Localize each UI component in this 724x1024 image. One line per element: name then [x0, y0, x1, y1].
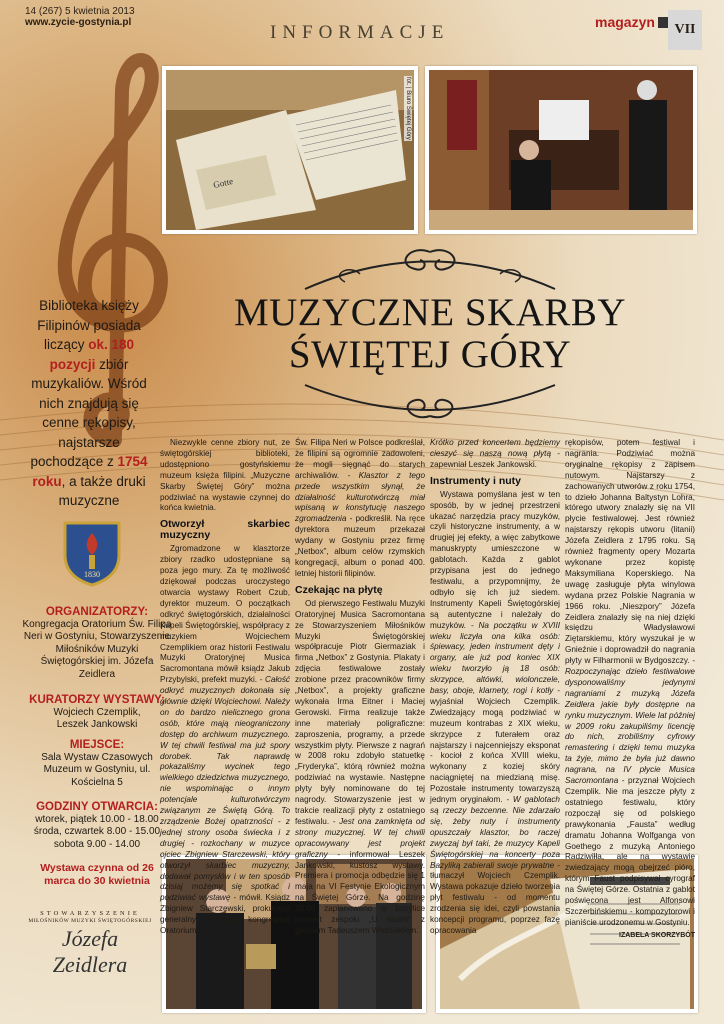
quote-text: Krótko przed koncertem będziemy cieszyć się naszą nową płytą — [430, 438, 560, 458]
hours-heading: GODZINY OTWARCIA: — [36, 801, 158, 813]
intro-text-2: zbiór muzykaliów. Wśród nich znajdują się cenne rękopisy, najstarsze pochodzące z — [30, 356, 147, 469]
paragraph-text: - tłumaczył Wojciech Czemplik. Wystawa pokazuje dzieło tworzenia płyt festiwalu - od momentu zrodzenia się idei, czyli powstania koncepcji programu, poprzez fazę opracowania — [430, 860, 560, 935]
paragraph-text: - zapewniał Leszek Jankowski. — [430, 448, 560, 469]
paragraph — [295, 438, 425, 580]
paragraph-text: - mówił. Ksiądz Zbigniew Starczewski, prokurator generalny federacji kongregacji Oratorium — [160, 893, 291, 936]
bottom-ornament-icon — [300, 380, 560, 424]
quote-text: - Rozpoczynając dzieło festiwalowe dysponowaliśmy jedynymi nagraniami z muzyką Józefa Zeidlera jakie były dostępne na rynku muzycznym. Wiele lat później w 2009 roku zakupiliśmy licencję do nich, zrobiliśmy cyfrowy remastering i dzięki temu muzyka ta żyje, mimo że była już dawno nagrana, na IV płycie Musica Sacromontana — [565, 656, 695, 786]
exhibition-dates: Wystawa czynna od 26 marca do 30 kwietnia — [40, 862, 154, 887]
intro-text-1: Biblioteka księży Filipinów posiada liczący — [37, 298, 141, 352]
paragraph — [430, 438, 560, 471]
sidebar-intro — [30, 296, 148, 511]
paragraph: Niezwykle cenne zbiory nut, ze świętogórskiej biblioteki, udostępniono gostyńskiemu muzeum księża filipini. „Muzyczne Skarby Świętej Góry” można podziwiać na wystawie czynnej do końca kwietnia. — [160, 438, 290, 513]
association-logo — [25, 910, 155, 978]
manuscripts-image — [166, 70, 414, 230]
intro-highlight-count: ok. 180 pozycji — [49, 337, 135, 372]
top-ornament-icon — [300, 244, 560, 294]
author-byline: IZABELA SKORZYBÓT — [619, 931, 695, 939]
info-place — [22, 739, 172, 789]
info-curators — [22, 694, 172, 732]
paragraph-text: Wystawa pomyślana jest w ten sposób, by w jednej przestrzeni ukazać narzędzia pracy muzyków, czyli historyczne instrumenty, a w drugiej jej efekty, a więc zabytkowe manuskrypty umieszczone w gablotach. Każda z gablot przypisana jest do jednego festiwalu, a przypomnijmy, że odbyło się ich już siedem. Instrumenty Kapeli Świętogórskiej są autentyczne i należały do muzyków. — [430, 489, 560, 630]
paragraph — [160, 544, 290, 937]
magazine-label — [595, 14, 669, 30]
subheading: Otworzył skarbiec muzyczny — [160, 518, 290, 542]
place-text: Sala Wystaw Czasowych Muzeum w Gostyniu, ul. Kościelna 5 — [41, 751, 153, 788]
headline-line-1: MUZYCZNE SKARBY — [233, 291, 627, 334]
article-column-4 — [565, 438, 695, 942]
paragraph-text: rękopisów, potem festiwal i nagrania. Podziwiać można oryginalne rękopisy z zapisem nutowym. Najstarszy z zachowanych utworów z roku 1754, to dzieło Johanna Baltystyn Lohra, którego utwory znalazły się na VII płycie festiwalowej. Jest również najstarszy rękopis utworu (litanii) Józefa Zeidlera z 1795 roku. Są również fragmenty opery Mozarta wykonane przez kopistę Maksymiliana Koperskiego. Na uwagę zasługuje płyta winylowa wydana przez Polskie Nagrania w 1966 roku. „Nieszpory” Józefa Zeidlera znalazły się na niej dzięki księdzu Władysławowi Ziętarskiemu, który wyszukał je w Gnieźnie i doprowadził do nagrania płyty w Filharmonii w Bydgoszczy. — [565, 438, 695, 666]
paragraph-text: - podkreślił. Na ręce dyrektora muzeum przekazał wydany w Gostyniu przez firmę „Netbox”, album celów rzymskich kongregacji, album o ponad 400. letniej historii filipinów. — [295, 514, 425, 578]
congregation-crest-icon — [55, 515, 129, 589]
paragraph — [295, 599, 425, 937]
place-heading: MIEJSCE: — [69, 739, 125, 751]
article-column-2 — [295, 438, 425, 937]
section-title: INFORMACJE — [270, 22, 450, 43]
issue-info: 14 (267) 5 kwietnia 2013 — [25, 6, 135, 17]
website-link[interactable]: www.zycie-gostynia.pl — [25, 17, 132, 28]
photo-credit: fot. | Biuro Świętej Góry — [405, 77, 411, 140]
article-column-3 — [430, 438, 560, 937]
svg-text:Gotte: Gotte — [212, 176, 234, 190]
paragraph-text: - przyznał Wojciech Czemplik. Nie ma jeszcze płyty z ostatniego festiwalu, który rozpoczął się od polskiego prawykonania „Fausta” według dramatu Johanna Wolfganga von Goethego z muzyką Antoniego Radziwiłła, ale na wystawie zwiedzający mogą obejrzeć pióro, którym Faust podpisywał cyrograf na Świętej Górze. Ostatnia z gablot poświęcona jest Alfonsowi Szczerbińskiemu - kompozytorowi i pianiście urodzonemu w Gostyniu. — [565, 776, 695, 927]
intro-highlight-year: 1754 roku — [32, 454, 148, 489]
quote-text: - W gablotach są rzeczy bezcenne. Nie zdarzało się, żeby nuty i instrumenty opuszczały klasztor, bo raczej zwyczaj był taki, że muzycy Kapeli Świętogórskiej na koncerty poza Bazyliką zabierali swoje prywatne — [430, 795, 560, 870]
musicians-image — [429, 70, 693, 230]
article-column-1 — [160, 438, 290, 937]
issue-header — [25, 6, 135, 28]
article-headline — [160, 292, 700, 376]
hours-line: sobota 9.00 - 14.00 — [53, 838, 141, 850]
assoc-line-2: MIŁOŚNIKÓW MUZYKI ŚWIĘTOGÓRSKIEJ — [28, 918, 152, 924]
paragraph-text: Św. Filipa Neri w Polsce podkreślał, że filipini są ogromnie zadowoleni, że mogli sięgnąć do starych archiwaliów. — [295, 438, 425, 480]
info-hours — [22, 801, 172, 851]
page-number: VII — [668, 10, 702, 50]
paragraph-text: Od pierwszego Festiwalu Muzyki Oratoryjnej Musica Sacromontana ze Stowarzyszeniem Miłośników Muzyki Świętogórskiej współpracuje Piotr Giermaziak i firma „Netbox” z Gostynia. Plakaty i zdjęcia festiwalowe zostały zrobione przez pracowników firmy „Netbox”, a projekty graficzne wykonała Irma Eitner i Maciej Gerowski. Firma realizuje także inne materiały poligraficzne: zaproszenia, programy, a przede wszystkim płyty. Pierwsze z nagrań w 2008 roku zdobyło statuetkę „Fryderyka”, którą również można podziwiać na wystawie. Następne płyty były nominowane do tej nagrody. Stowarzyszenie jest w trakcie realizacji płyty z ostatniego festiwalu. — [295, 598, 425, 826]
crest-year: 1830 — [84, 570, 100, 579]
hours-line: środa, czwartek 8.00 - 15.00 — [33, 826, 161, 837]
subheading: Czekając na płytę — [295, 583, 383, 596]
quote-text: - Klasztor z tego przede wszystkim słynął, że działalność kulturotwórczą miał wpisaną w konstytucję naszego zgromadzenia — [295, 470, 426, 524]
intro-text-3: , a także druki muzyczne — [58, 473, 146, 508]
magazine-name: magazyn — [595, 14, 655, 30]
paragraph — [430, 490, 560, 937]
curators-heading: KURATORZY WYSTAWY: — [29, 694, 165, 706]
headline-line-2: ŚWIĘTEJ GÓRY — [288, 333, 572, 376]
paragraph — [565, 438, 695, 929]
paragraph-text: Zgromadzone w klasztorze zbiory rzadko udostępniane są poza jego mury. Za tę możliwość dziękował podczas uroczystego otwarcia wystawy Robert Czub, dyrektor muzeum. O początkach odkryć świętogórskich, działalności Kapeli Świętogórskiej, współpracy z muzykiem Wojciechem Czemplikiem oraz historii Festiwalu Muzyki Oratoryjnej Musica Sacromontana mówił ksiądz Jakub Przybylski, prefekt muzyki. — [160, 544, 290, 685]
hours-line: wtorek, piątek 10.00 - 18.00 — [35, 813, 159, 825]
organizers-text: Kongregacja Oratorium Św. Filipa Neri w Gostyniu, Stowarzyszenie Miłośników Muzyki Świętogórskiej im. Józefa Zeidlera — [22, 618, 172, 680]
quote-text: - Całość odkryć muzycznych dokonała się głównie dzięki Wojciechowi. Należy on do bardzo nielicznego grona osób, które mają nieograniczony dostęp do archiwum muzycznego. W tej chwili festiwal ma już spory dorobek. Tak naprawdę pokazaliśmy wycinek tego wielkiego dziedzictwa muzycznego, nie wspominając o innym potencjale kulturotwórczym związanym ze Świętą Górą. To zrządzenie Bożej opatrzności - z jednej strony osoba świecka i z drugiej - rozkochany w muzyce ojciec Zbigniew Starczewski, który otworzył skarbiec muzyczny, dodawał pomysłów i w ten sposób dzisiaj możemy się spotkać i podziwiać wystawę — [160, 675, 291, 903]
curators-text: Wojciech Czemplik, Leszek Jankowski — [53, 706, 141, 730]
photo-musicians-concert — [425, 66, 697, 234]
paragraph-text: - informował Leszek Jankowski, kustosz wystawy. Premiera i promocja odbędzie się 1 maja na VI Festynie Ekologicznym na Świętej Górze. Na godzinę 20.00 zaplanowano w bazylice koncert zespołu „U studni” z gościem Tadeuszem Woźniakiem. — [295, 849, 425, 935]
assoc-line-1: STOWARZYSZENIE — [40, 910, 140, 917]
assoc-signature: Józefa Zeidlera — [52, 926, 128, 977]
subheading: Instrumenty i nuty — [430, 474, 522, 487]
photo-manuscripts-display — [162, 66, 418, 234]
quote-text: - Jest ona zamknięta od strony muzycznej. W tej chwili opracowywany jest projekt graficzny — [295, 816, 425, 859]
paragraph-text: - wyjaśniał Wojciech Czemplik. Zwiedzający mogą podziwiać w muzeum kontrabas z XIX wieku, skrzypce z futerałem oraz najstarszy i najcenniejszy eksponat - kocioł z końca XVIII wieku, wykonany z koziej skóry naciągniętej na miedzianą misę. Pozostałe instrumenty towarzyszą jednym oryginałom. — [430, 686, 560, 805]
quote-text: - Na początku w XVIII wieku liczyła ona kilka osób: śpiewacy, jeden instrument dęty i organy, ale już pod koniec XIX wieku tworzyło ją 18 osób: skrzypce, altówki, wiolonczele, basy, oboje, klarnety, rogi i kotły — [430, 620, 560, 696]
organizers-heading: ORGANIZATORZY: — [45, 606, 149, 618]
info-organizers — [22, 606, 172, 681]
